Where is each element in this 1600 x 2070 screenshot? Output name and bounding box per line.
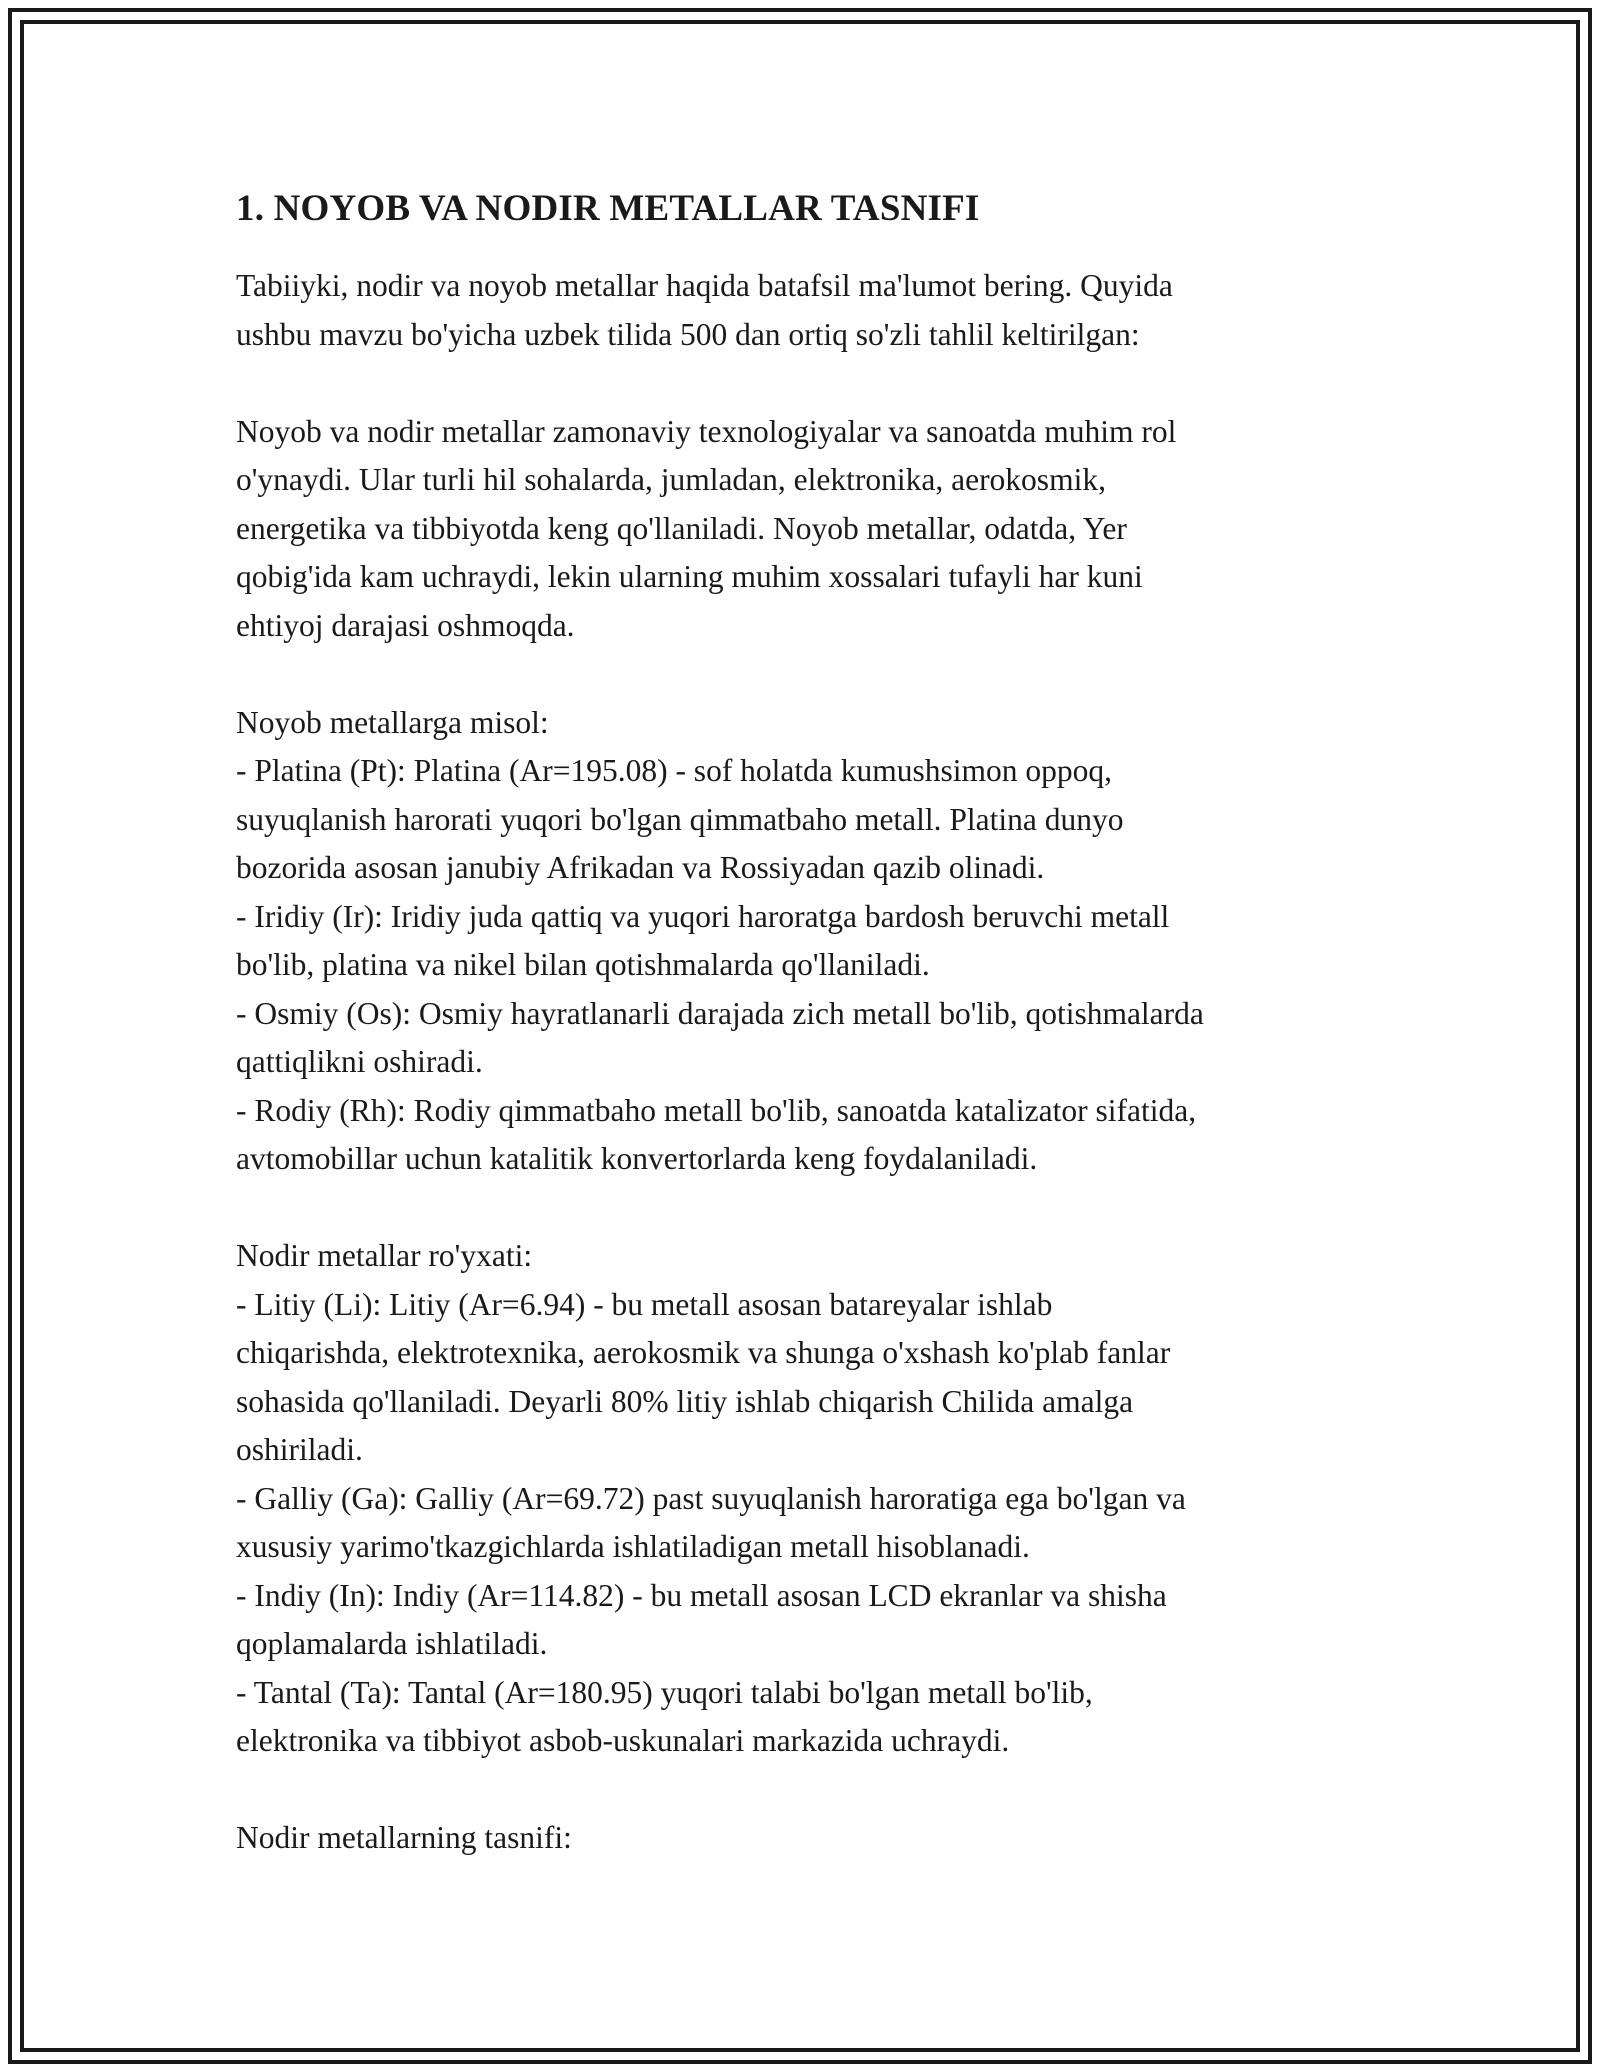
- text-line: qobig'ida kam uchraydi, lekin ularning muhim xossalari tufayli har kuni: [236, 559, 1143, 594]
- text-line: - Osmiy (Os): Osmiy hayratlanarli darajada zich metall bo'lib, qotishmalarda: [236, 995, 1204, 1031]
- text-line: Noyob metallarga misol:: [236, 704, 549, 740]
- text-line: oshiriladi.: [236, 1432, 363, 1467]
- text-line: qattiqlikni oshiradi.: [236, 1044, 483, 1079]
- paragraph: [236, 699, 1376, 1184]
- text-line: Nodir metallar ro'yxati:: [236, 1238, 533, 1273]
- paragraph: [236, 408, 1376, 651]
- text-line: bozorida asosan janubiy Afrikadan va Rossiyadan qazib olinadi.: [236, 850, 1045, 885]
- text-line: elektronika va tibbiyot asbob-uskunalari markazida uchraydi.: [236, 1723, 1010, 1758]
- text-line: xususiy yarimo'tkazgichlarda ishlatiladigan metall hisoblanadi.: [236, 1529, 1030, 1564]
- paragraph: [236, 1232, 1376, 1766]
- text-line: suyuqlanish harorati yuqori bo'lgan qimmatbaho metall. Platina dunyo: [236, 801, 1124, 837]
- text-line: Nodir metallarning tasnifi:: [236, 1820, 572, 1855]
- paragraph-container: [236, 262, 1376, 1863]
- text-line: avtomobillar uchun katalitik konvertorlarda keng foydalaniladi.: [236, 1141, 1038, 1176]
- document-body: [236, 186, 1376, 1911]
- text-line: - Iridiy (Ir): Iridiy juda qattiq va yuqori haroratga bardosh beruvchi metall: [236, 898, 1170, 934]
- text-line: Noyob va nodir metallar zamonaviy texnologiyalar va sanoatda muhim rol: [236, 413, 1177, 449]
- paragraph: [236, 262, 1376, 359]
- text-line: - Rodiy (Rh): Rodiy qimmatbaho metall bo'lib, sanoatda katalizator sifatida,: [236, 1092, 1197, 1128]
- document-title: 1. NOYOB VA NODIR METALLAR TASNIFI: [236, 188, 980, 229]
- text-line: - Tantal (Ta): Tantal (Ar=180.95) yuqori talabi bo'lgan metall bo'lib,: [236, 1674, 1093, 1710]
- text-line: - Galliy (Ga): Galliy (Ar=69.72) past suyuqlanish haroratiga ega bo'lgan va: [236, 1480, 1186, 1516]
- text-line: - Platina (Pt): Platina (Ar=195.08) - sof holatda kumushsimon oppoq,: [236, 753, 1113, 788]
- text-line: energetika va tibbiyotda keng qo'llaniladi. Noyob metallar, odatda, Yer: [236, 510, 1127, 546]
- text-line: - Indiy (In): Indiy (Ar=114.82) - bu metall asosan LCD ekranlar va shisha: [236, 1577, 1167, 1613]
- text-line: ehtiyoj darajasi oshmoqda.: [236, 607, 575, 643]
- text-line: sohasida qo'llaniladi. Deyarli 80% litiy ishlab chiqarish Chilida amalga: [236, 1383, 1134, 1419]
- text-line: bo'lib, platina va nikel bilan qotishmalarda qo'llaniladi.: [236, 947, 930, 982]
- text-line: o'ynaydi. Ular turli hil sohalarda, jumladan, elektronika, aerokosmik,: [236, 462, 1106, 497]
- text-line: - Litiy (Li): Litiy (Ar=6.94) - bu metall asosan batareyalar ishlab: [236, 1286, 1053, 1322]
- text-line: qoplamalarda ishlatiladi.: [236, 1626, 548, 1661]
- text-line: chiqarishda, elektrotexnika, aerokosmik va shunga o'xshash ko'plab fanlar: [236, 1335, 1171, 1370]
- text-line: ushbu mavzu bo'yicha uzbek tilida 500 dan ortiq so'zli tahlil keltirilgan:: [236, 316, 1140, 352]
- paragraph: [236, 1814, 1376, 1863]
- text-line: Tabiiyki, nodir va noyob metallar haqida batafsil ma'lumot bering. Quyida: [236, 268, 1173, 303]
